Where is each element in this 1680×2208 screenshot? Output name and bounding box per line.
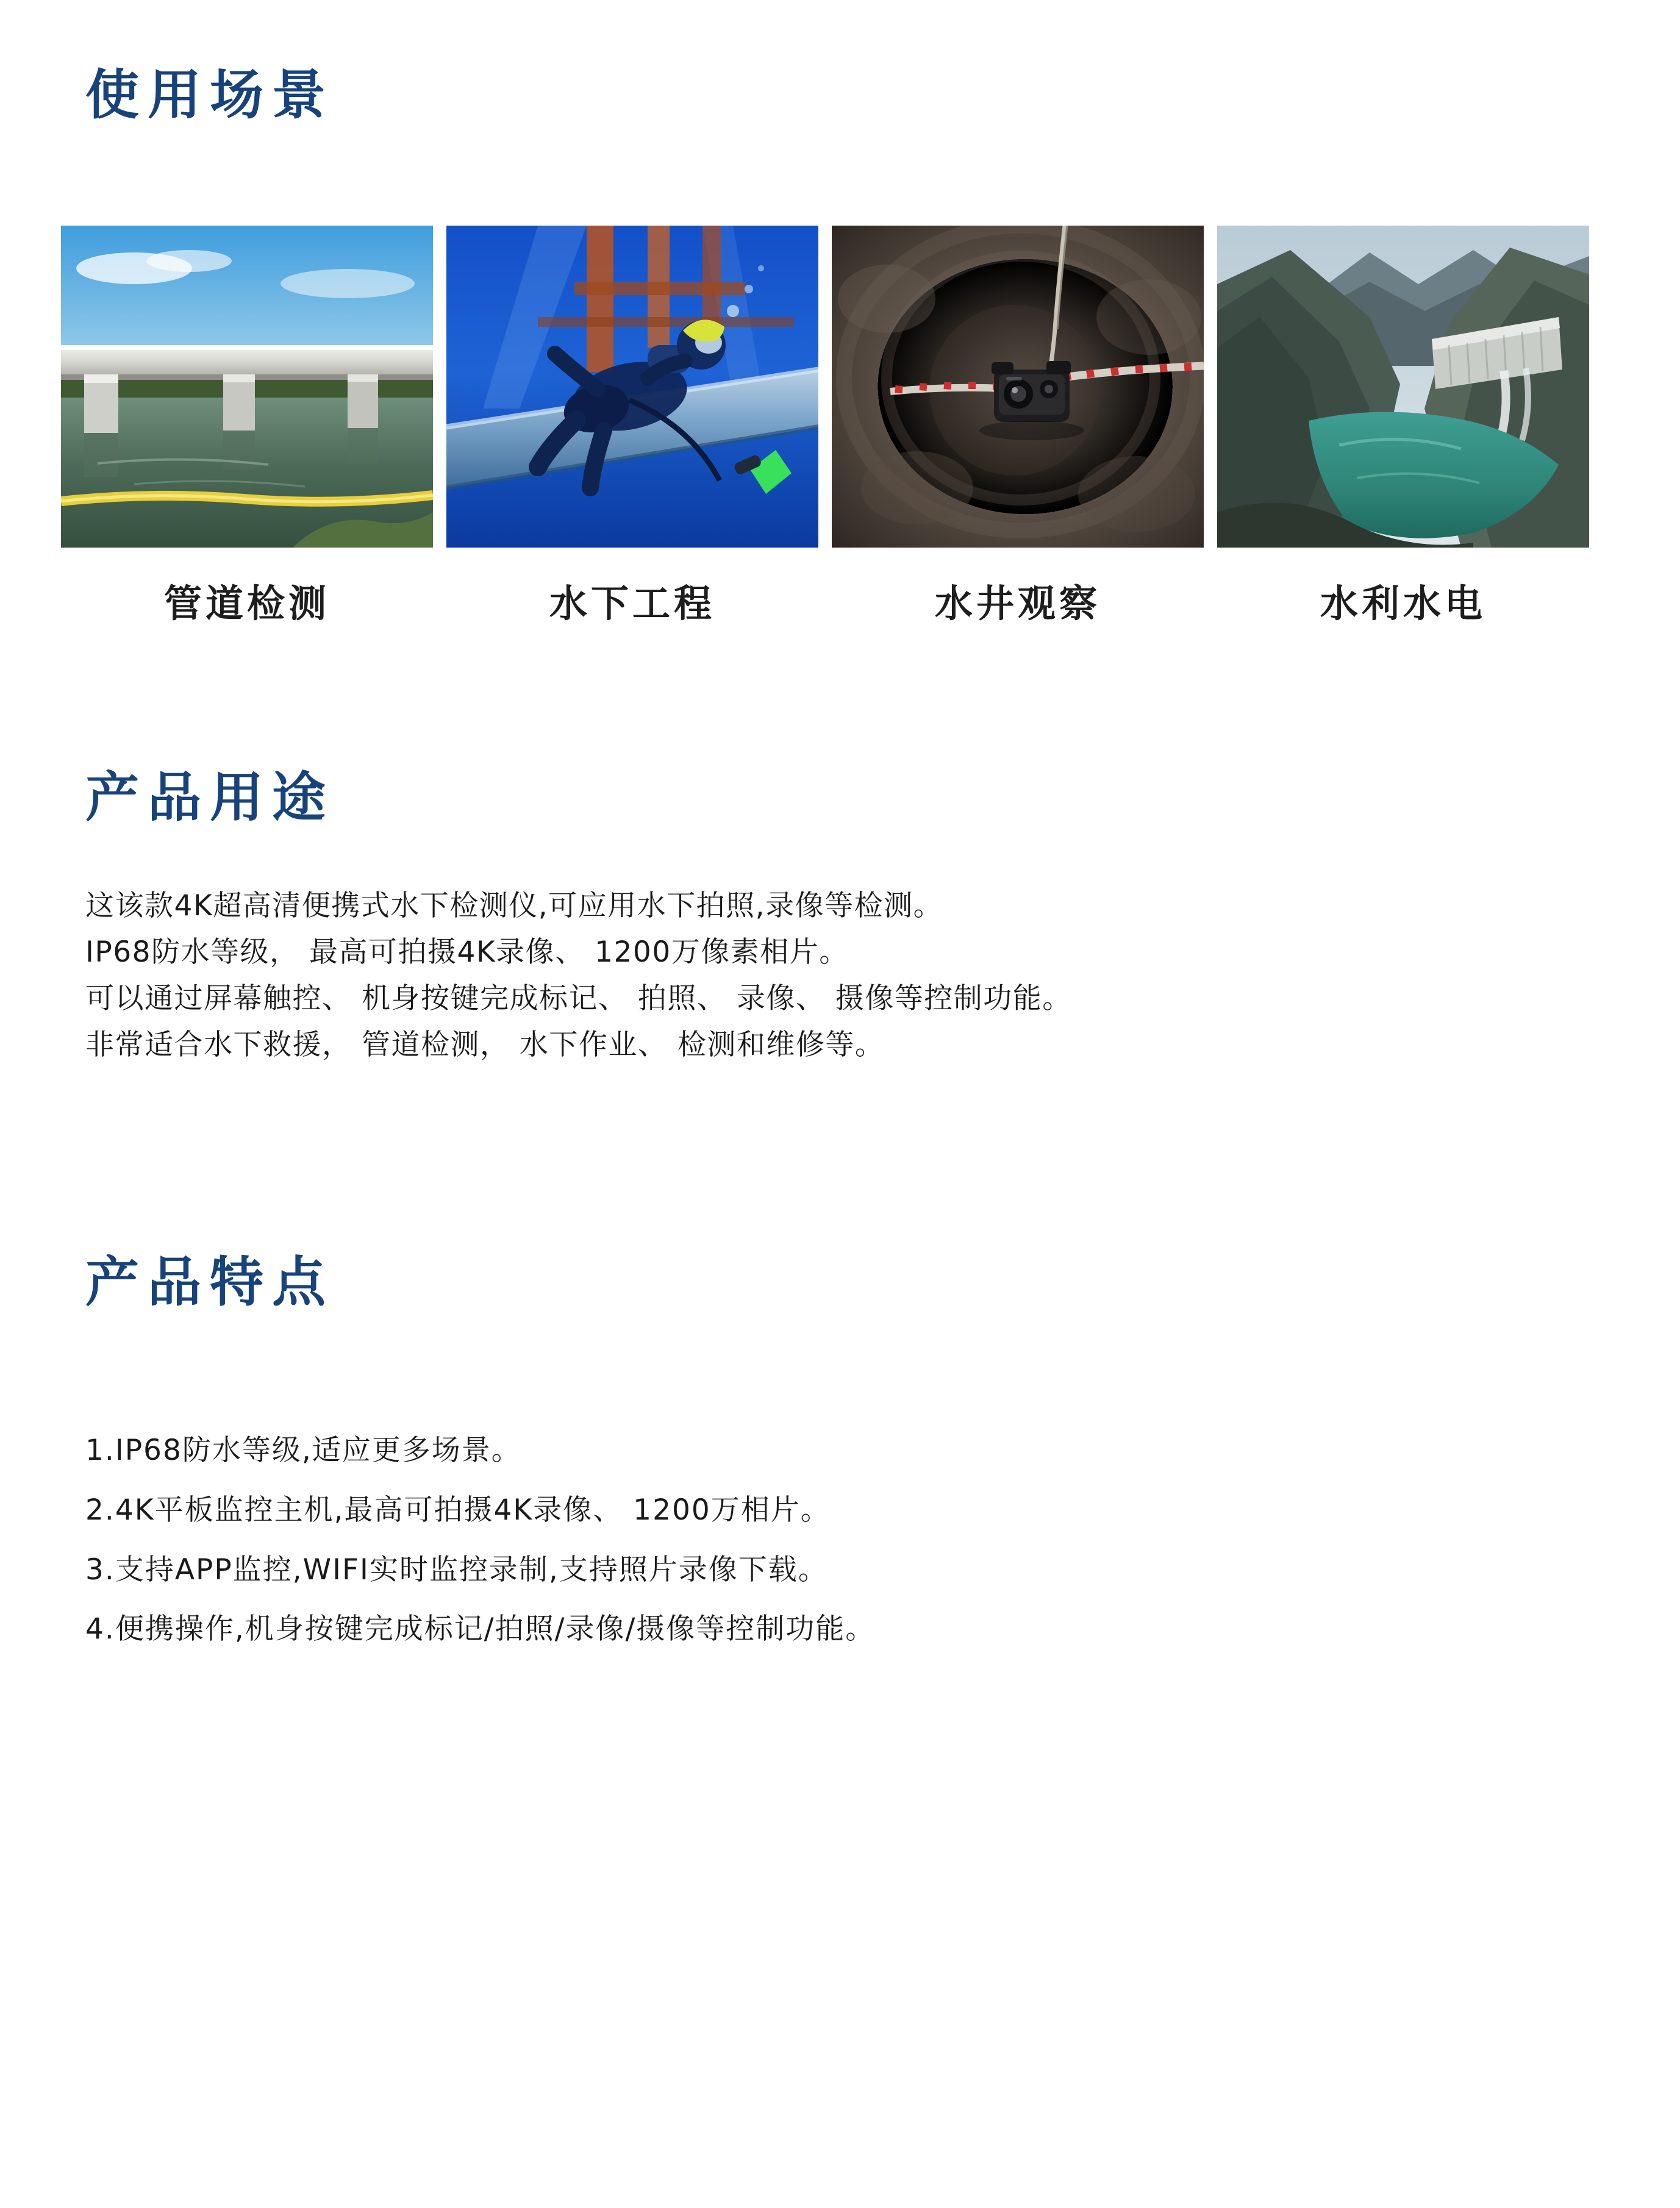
scene-image-pipeline	[61, 226, 433, 548]
scene-card-underwater	[446, 226, 818, 627]
scene-card-well	[832, 226, 1204, 627]
purpose-section-heading: 产品用途	[85, 766, 335, 829]
underwater-diver-photo-icon	[446, 226, 818, 548]
feature-item: 1.IP68防水等级,适应更多场景。	[85, 1434, 521, 1467]
scene-image-well	[832, 226, 1204, 548]
scene-image-underwater	[446, 226, 818, 548]
scene-caption-well: 水井观察	[934, 581, 1101, 626]
features-section-heading: 产品特点	[85, 1251, 335, 1313]
scene-card-hydropower	[1217, 226, 1589, 627]
feature-item: 3.支持APP监控,WIFI实时监控录制,支持照片录像下载。	[85, 1552, 828, 1587]
scene-caption-pipeline: 管道检测	[163, 581, 330, 626]
purpose-line: 这该款4K超高清便携式水下检测仪,可应用水下拍照,录像等检测。	[85, 889, 943, 923]
scene-image-hydropower	[1217, 226, 1589, 548]
feature-item: 4.便携操作,机身按键完成标记/拍照/录像/摄像等控制功能。	[85, 1612, 876, 1646]
purpose-paragraph	[85, 883, 1549, 1069]
purpose-line: 非常适合水下救援， 管道检测， 水下作业、 检测和维修等。	[85, 1028, 885, 1062]
purpose-line: 可以通过屏幕触控、 机身按键完成标记、 拍照、 录像、 摄像等控制功能。	[85, 982, 1072, 1016]
feature-item: 2.4K平板监控主机,最高可拍摄4K录像、 1200万相片。	[85, 1493, 831, 1527]
scene-caption-hydropower: 水利水电	[1320, 581, 1486, 626]
well-inspection-photo-icon	[832, 226, 1204, 548]
scene-gallery	[61, 226, 1622, 627]
hydropower-dam-photo-icon	[1217, 226, 1589, 548]
scenes-section-heading: 使用场景	[85, 63, 335, 126]
features-list	[85, 1421, 1549, 1659]
scene-caption-underwater: 水下工程	[549, 581, 715, 626]
scene-card-pipeline	[61, 226, 433, 627]
purpose-line: IP68防水等级， 最高可拍摄4K录像、 1200万像素相片。	[85, 935, 849, 970]
pipeline-bridge-photo-icon	[61, 226, 433, 548]
